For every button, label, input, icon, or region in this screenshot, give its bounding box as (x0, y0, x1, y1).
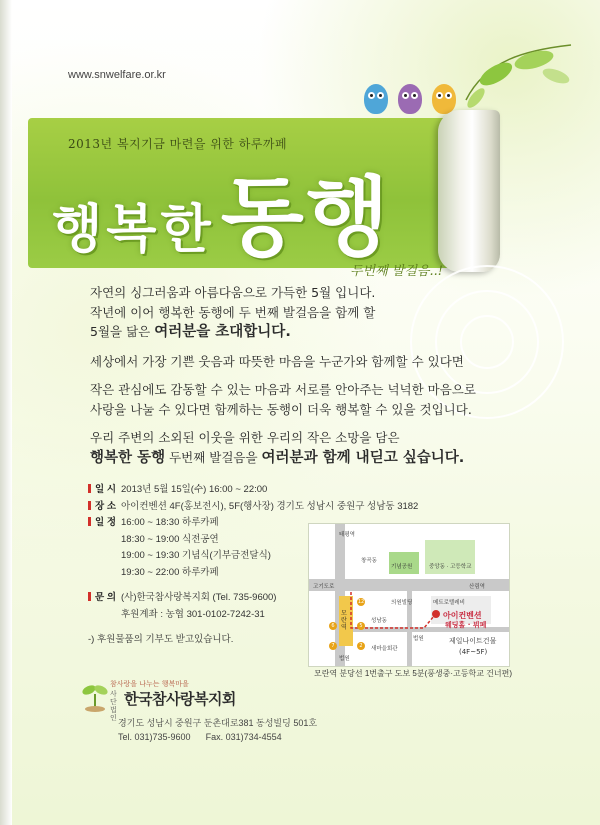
map-destination-floor: (4F~5F) (459, 648, 488, 656)
schedule-item: 19:30 ~ 22:00 하루카페 (121, 566, 219, 578)
map-label: 태평역 (339, 532, 355, 538)
info-schedule-row (88, 515, 328, 532)
title-part-2: 동행 (220, 168, 391, 268)
address-line: 경기도 성남시 중원구 둔촌대로381 동성빌딩 501호 (118, 718, 318, 728)
fax-number: Fax. 031)734-4554 (205, 732, 282, 742)
body-line: 작은 관심에도 감동할 수 있는 마음과 서로를 안아주는 넉넉한 마음으로 (90, 382, 476, 397)
mascot-blue-icon (364, 84, 388, 114)
map-destination-building: 제일나이트건물 (449, 637, 497, 645)
exit-number-badge: 6 (329, 622, 337, 630)
map-label: 메트로텔레비 (433, 600, 465, 606)
station-label: 모란역 (341, 610, 347, 631)
body-line-pre: 5월을 닮은 (90, 324, 155, 339)
location-map (308, 523, 510, 667)
marker-icon (88, 592, 91, 601)
leaves-decoration-icon (456, 40, 576, 110)
marker-icon (88, 501, 91, 510)
paper-edge (0, 0, 12, 825)
logo-tagline: 참사랑을 나누는 행복마을 (110, 680, 189, 688)
map-destination: 아이컨벤션 (443, 611, 482, 620)
mascot-purple-icon (398, 84, 422, 114)
body-line (90, 322, 550, 343)
body-line: 우리 주변의 소외된 이웃을 위한 우리의 작은 소망을 담은 (90, 430, 400, 445)
info-contact-row (88, 590, 328, 607)
logo-prefix: 사단법인 (110, 690, 117, 722)
organization-name: 한국참사랑복지회 (124, 690, 236, 708)
exit-number-badge: 7 (329, 642, 337, 650)
info-label: 장 소 (95, 500, 116, 512)
sprout-logo-icon (80, 678, 110, 712)
info-label: 일 시 (95, 484, 116, 495)
invitation-text (90, 283, 550, 468)
tel-number: Tel. 031)735-9600 (118, 732, 191, 742)
body-line-mid: 두번째 발걸음을 (165, 449, 262, 465)
body-line: 사랑을 나눌 수 있다면 함께하는 동행이 더욱 행복할 수 있을 것입니다. (90, 401, 472, 417)
website-url[interactable]: www.snwelfare.or.kr (68, 69, 166, 81)
info-label: 일 정 (95, 517, 116, 528)
organization-address (118, 716, 317, 744)
schedule-item: 18:30 ~ 19:00 식전공연 (121, 533, 219, 545)
map-label: 산림역 (469, 584, 485, 590)
marker-icon (88, 517, 91, 526)
body-emphasis: 여러분과 함께 내딛고 싶습니다. (261, 449, 465, 466)
map-label: 창곡동 (361, 558, 377, 564)
exit-number-badge: 12 (357, 599, 365, 605)
map-label: 고기도로 (313, 584, 335, 590)
body-line: 자연의 싱그러움과 아름다움으로 가득한 5월 입니다. (90, 285, 376, 300)
map-label: 법원 (413, 636, 424, 642)
info-value: (사)한국참사랑복지회 (Tel. 735-9600) (121, 592, 277, 603)
donation-note: -) 후원물품의 기부도 받고있습니다. (88, 634, 234, 645)
body-emphasis: 행복한 동행 (90, 449, 166, 466)
title-part-1: 행복한 (52, 200, 215, 260)
page-curl-decoration (438, 110, 500, 272)
mascot-characters (362, 84, 457, 114)
schedule-item: 16:00 ~ 18:30 하루카페 (121, 517, 219, 528)
schedule-item: 19:00 ~ 19:30 기념식(기부금전달식) (121, 550, 271, 561)
body-line (90, 448, 550, 469)
contact-numbers (118, 730, 317, 744)
info-label: 문 의 (95, 592, 116, 603)
map-label: 새마을회관 (371, 646, 398, 652)
exit-number-badge: 2 (357, 642, 365, 650)
map-label: 성남동 (371, 618, 387, 624)
map-caption: 모란역 분당선 1번출구 도보 5분(풍생중·고등학교 건너편) (314, 669, 513, 678)
info-place-row (88, 499, 419, 516)
map-destination-sub: 웨딩홀 · 뷔페 (445, 621, 487, 629)
banner-subtitle: 2013년 복지기금 마련을 위한 하루까페 (68, 137, 288, 151)
map-label: 기념공원 (391, 564, 413, 570)
account-line: 후원계좌 : 농협 301-0102-7242-31 (121, 608, 265, 620)
event-title (52, 148, 391, 272)
map-label: 의원빌딩 (391, 600, 413, 606)
info-value: 아이컨벤션 4F(홍보전시), 5F(행사장) 경기도 성남시 중원구 성남동 3182 (121, 500, 419, 512)
body-line: 작년에 이어 행복한 동행에 두 번째 발걸음을 함께 할 (90, 304, 376, 320)
mascot-yellow-icon (432, 84, 456, 114)
body-line-emphasis: 여러분을 초대합니다. (154, 324, 291, 340)
tagline: 두번째 발걸음..! (350, 264, 443, 279)
exit-number-badge: 5 (357, 622, 365, 630)
organization-logo (78, 676, 318, 722)
body-line: 세상에서 가장 기쁜 웃음과 따뜻한 마음을 누군가와 함께할 수 있다면 (90, 353, 464, 369)
marker-icon (88, 484, 91, 493)
info-value: 2013년 5월 15일(수) 16:00 ~ 22:00 (121, 484, 268, 495)
map-label: 법원 (339, 656, 350, 662)
map-label: 중앙동 · 고등학교 (429, 564, 472, 570)
info-date-row (88, 482, 328, 499)
